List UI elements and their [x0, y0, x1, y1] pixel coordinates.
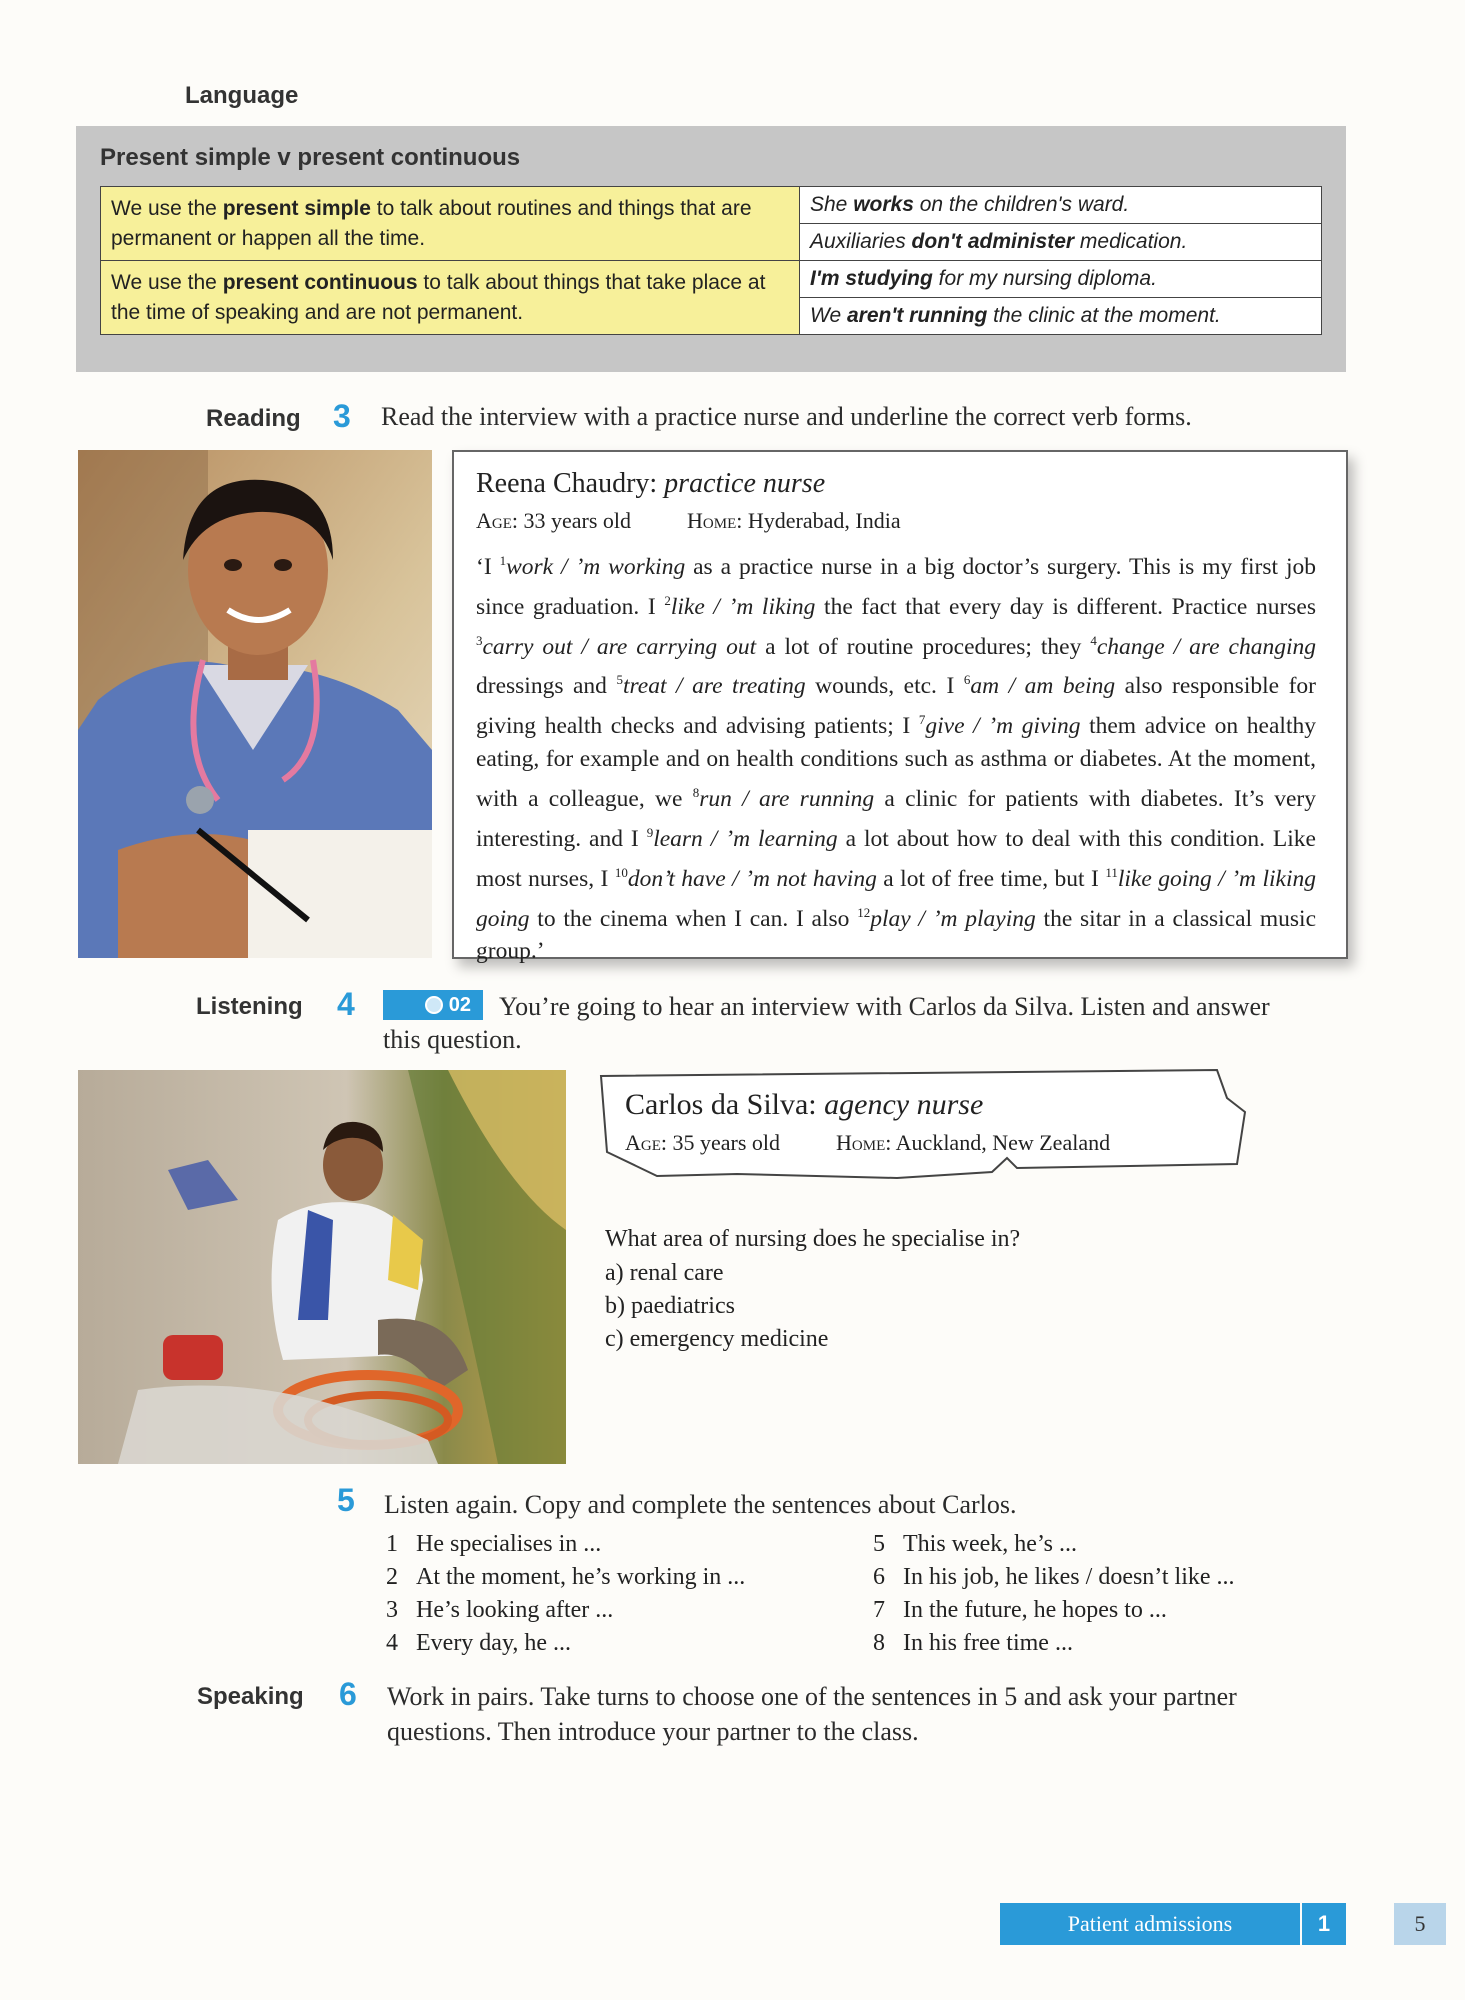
- verb-choice[interactable]: learn / ’m learning: [653, 825, 838, 852]
- sentence-item: 8 In his free time ...: [873, 1630, 1073, 1656]
- grammar-table: [100, 186, 1322, 335]
- example-sentence: We aren't running the clinic at the moment.: [800, 298, 1322, 335]
- interviewee-details: Age: 33 years old Home: Hyderabad, India: [476, 508, 901, 533]
- carlos-name: Carlos da Silva: agency nurse: [625, 1088, 984, 1121]
- exercise5-instruction: Listen again. Copy and complete the sentences about Carlos.: [384, 1490, 1017, 1519]
- exercise-number-5: 5: [337, 1482, 355, 1518]
- example-sentence: I'm studying for my nursing diploma.: [800, 261, 1322, 298]
- torn-paper-shape: [601, 1070, 1245, 1178]
- answer-option-c[interactable]: c) emergency medicine: [605, 1326, 829, 1352]
- verb-choice[interactable]: like going / ’m liking going: [476, 865, 1317, 932]
- verb-choice[interactable]: carry out / are carrying out: [482, 633, 757, 660]
- exercise-number-3: 3: [333, 398, 351, 434]
- verb-choice[interactable]: work / ’m working: [506, 553, 686, 580]
- sentence-item: 3 He’s looking after ...: [386, 1597, 614, 1623]
- page-number: 5: [1394, 1903, 1446, 1945]
- language-heading: Language: [185, 82, 299, 109]
- interviewee-name: Reena Chaudry: practice nurse: [476, 468, 826, 499]
- listening-question: What area of nursing does he specialise in?: [605, 1226, 1021, 1252]
- example-sentence: She works on the children's ward.: [800, 187, 1322, 224]
- nurse-photo: [78, 450, 432, 958]
- exercise-number-4: 4: [337, 986, 355, 1022]
- sentence-item: 7 In the future, he hopes to ...: [873, 1597, 1167, 1623]
- speaking-label: Speaking: [197, 1683, 304, 1710]
- unit-number: 1: [1302, 1903, 1346, 1945]
- listening-label: Listening: [196, 993, 303, 1020]
- agency-nurse-card: [597, 1068, 1247, 1180]
- verb-choice[interactable]: change / are changing: [1096, 633, 1316, 660]
- answer-option-b[interactable]: b) paediatrics: [605, 1293, 735, 1319]
- verb-choice[interactable]: run / are running: [699, 785, 875, 812]
- interview-text: ‘I $^1$work / ’m working as a practice nurse in a big doctor’s surgery. This is my first job since graduation. I $^2$like / ’m liking the fact that every day is different. Practice nurses $^3$carry out / are carrying out a lot of routine procedures; they $^4$change / are changing dressings and $^5$treat / are treating wounds, etc. I $^6$am / am being also responsible for giving health checks and advising patients; I $^7$give / ’m giving them advice on healthy eating, for example and on health conditions such as asthma or diabetes. At the moment, with a colleague, we $^8$run / are running a clinic for patients with diabetes. It’s very interesting. and I $^9$learn / ’m learning a lot about how to deal with this condition. Like most nurses, I $^{10}$don’t have / ’m not having a lot of free time, but I $^{11}$like going / ’m liking going to the cinema when I can. I also $^{12}$play / ’m playing the sitar in a classical music group.’: [476, 553, 1317, 965]
- climber-photo: [78, 1070, 566, 1464]
- present-continuous-rule: We use the present continuous to talk about things that take place at the time of speaking and are not permanent.: [101, 261, 800, 335]
- sentence-item: 6 In his job, he likes / doesn’t like ...: [873, 1564, 1235, 1590]
- verb-choice[interactable]: am / am being: [970, 673, 1116, 700]
- reading-instruction: Read the interview with a practice nurse and underline the correct verb forms.: [381, 402, 1192, 431]
- grammar-box-title: Present simple v present continuous: [100, 144, 521, 171]
- reading-label: Reading: [206, 405, 301, 432]
- verb-choice[interactable]: give / ’m giving: [925, 713, 1081, 740]
- answer-option-a[interactable]: a) renal care: [605, 1260, 724, 1286]
- audio-track-number: 02: [448, 993, 471, 1016]
- speaking-instruction: Work in pairs. Take turns to choose one of the sentences in 5 and ask your partner questions. Then introduce your partner to the class.: [387, 1682, 1237, 1746]
- verb-choice[interactable]: don’t have / ’m not having: [627, 865, 877, 892]
- sentence-item: 5 This week, he’s ...: [873, 1531, 1077, 1557]
- sentence-item: 2 At the moment, he’s working in ...: [386, 1564, 746, 1590]
- unit-title-bar: Patient admissions: [1000, 1903, 1300, 1945]
- verb-choice[interactable]: treat / are treating: [622, 673, 806, 700]
- present-simple-rule: We use the present simple to talk about routines and things that are permanent or happen all the time.: [101, 187, 800, 261]
- example-sentence: Auxiliaries don't administer medication.: [800, 224, 1322, 261]
- verb-choice[interactable]: like / ’m liking: [670, 593, 816, 620]
- exercise-number-6: 6: [339, 1676, 357, 1712]
- sentence-item: 1 He specialises in ...: [386, 1531, 602, 1557]
- verb-choice[interactable]: play / ’m playing: [870, 905, 1036, 932]
- carlos-details: Age: 35 years old Home: Auckland, New Zealand: [625, 1130, 1111, 1155]
- sentence-item: 4 Every day, he ...: [386, 1630, 572, 1656]
- listening-instruction: You’re going to hear an interview with Carlos da Silva. Listen and answer this question.: [383, 992, 1270, 1054]
